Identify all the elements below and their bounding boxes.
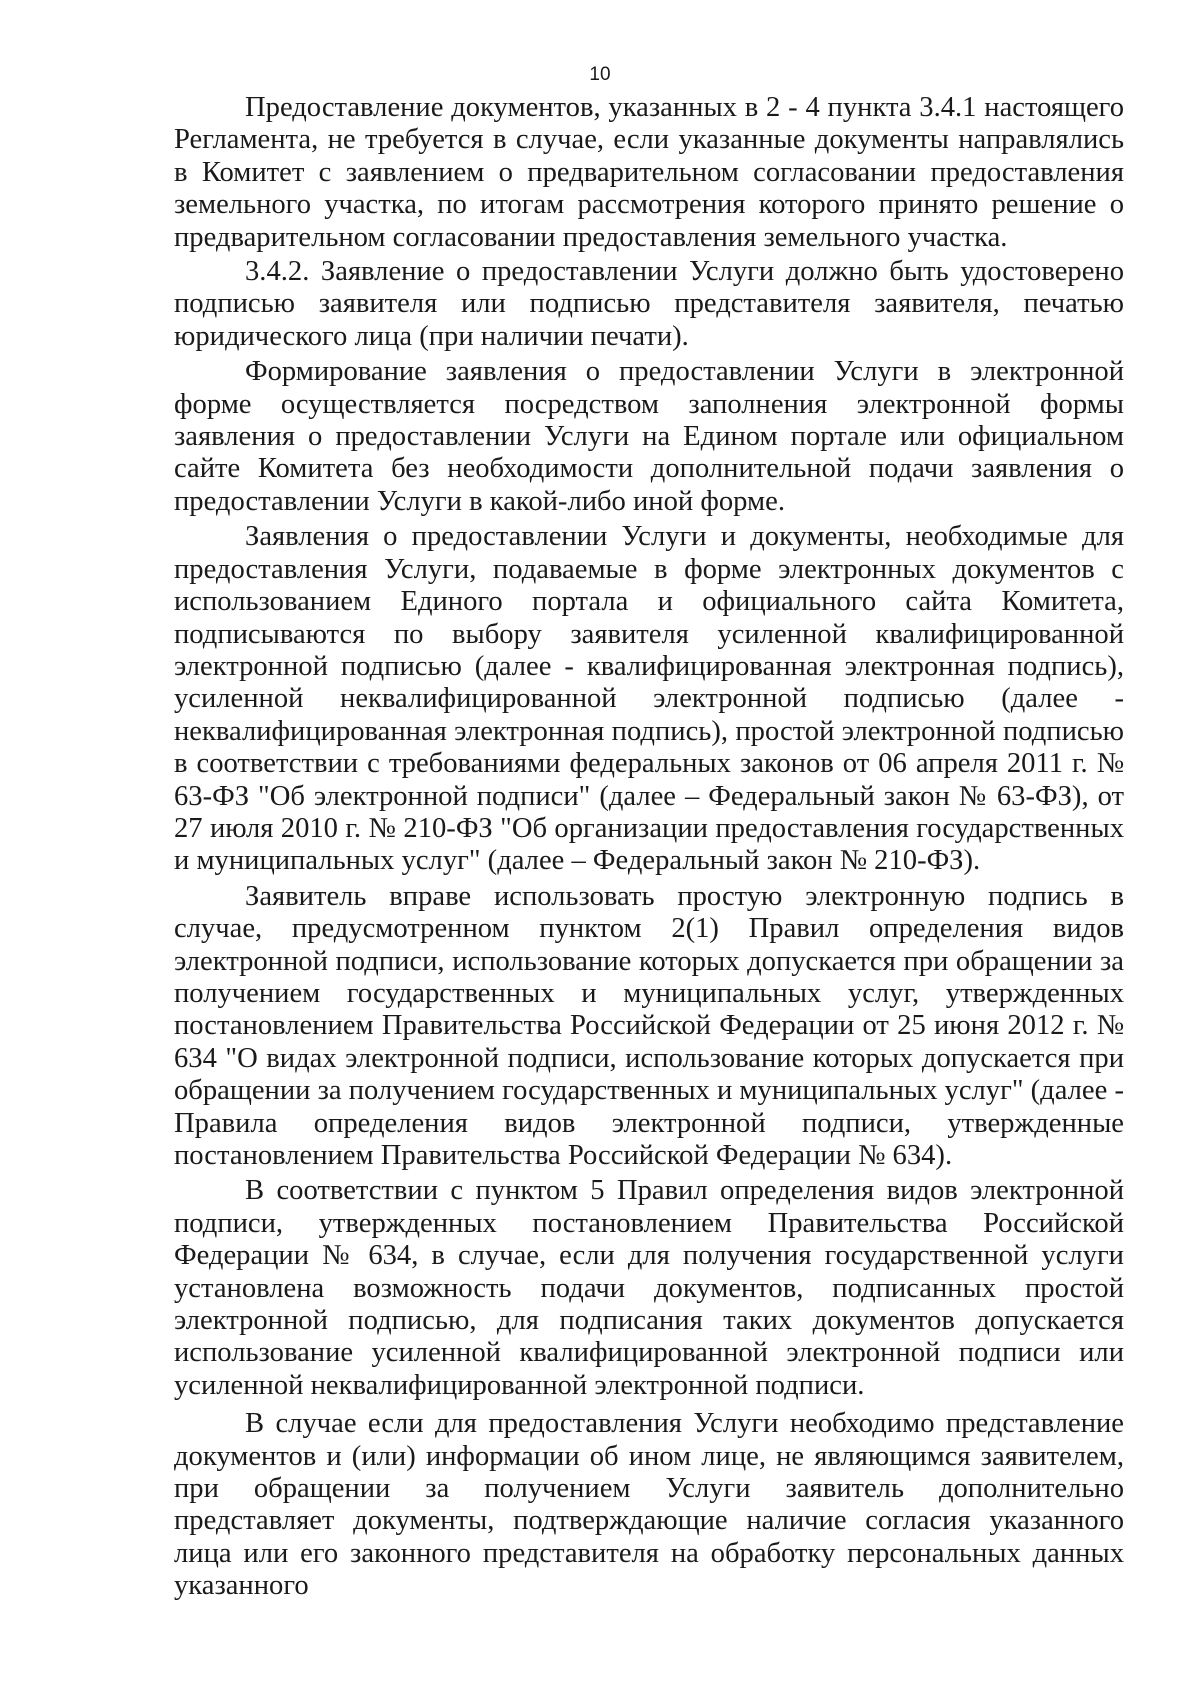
document-body [174, 92, 1124, 1603]
paragraph-documents-not-required: Предоставление документов, указанных в 2 - 4 пункта 3.4.1 настоящего Регламента, не требуется в случае, если указанные документы направлялись в Комитет с заявлением о предварительном согласовании предоставления земельного участка, по итогам рассмотрения которого принято решение о предварительном согласовании предоставления земельного участка. [174, 92, 1124, 253]
paragraph-simple-signature: Заявитель вправе использовать простую электронную подпись в случае, предусмотренном пунктом 2(1) Правил определения видов электронной подписи, использование которых допускается при обращении за получением государственных и муниципальных услуг, утвержденных постановлением Правительства Российской Федерации от 25 июня 2012 г. № 634 "О видах электронной подписи, использование которых допускается при обращении за получением государственных и муниципальных услуг" (далее - Правила определения видов электронной подписи, утвержденные постановлением Правительства Российской Федерации № 634). [174, 880, 1124, 1171]
page-number: 10 [589, 64, 611, 85]
paragraph-3-4-2-signature: 3.4.2. Заявление о предоставлении Услуги должно быть удостоверено подписью заявителя или подписью представителя заявителя, печатью юридического лица (при наличии печати). [174, 256, 1124, 352]
paragraph-electronic-signatures: Заявления о предоставлении Услуги и документы, необходимые для предоставления Услуги, подаваемые в форме электронных документов с использованием Единого портала и официального сайта Комитета, подписываются по выбору заявителя усиленной квалифицированной электронной подписью (далее - квалифицированная электронная подпись), усиленной неквалифицированной электронной подписью (далее - неквалифицированная электронная подпись), простой электронной подписью в соответствии с требованиями федеральных законов от 06 апреля 2011 г. № 63-ФЗ "Об электронной подписи" (далее – Федеральный закон № 63-ФЗ), от 27 июля 2010 г. № 210-ФЗ "Об организации предоставления государственных и муниципальных услуг" (далее – Федеральный закон № 210-ФЗ). [174, 521, 1124, 877]
paragraph-rule-5: В соответствии с пунктом 5 Правил определения видов электронной подписи, утвержденных постановлением Правительства Российской Федерации № 634, в случае, если для получения государственной услуги установлена возможность подачи документов, подписанных простой электронной подписью, для подписания таких документов допускается использование усиленной квалифицированной электронной подписи или усиленной неквалифицированной электронной подписи. [174, 1175, 1124, 1401]
paragraph-other-person-consent: В случае если для предоставления Услуги необходимо представление документов и (или) информации об ином лице, не являющимся заявителем, при обращении за получением Услуги заявитель дополнительно представляет документы, подтверждающие наличие согласия указанного лица или его законного представителя на обработку персональных данных указанного [174, 1408, 1124, 1602]
paragraph-electronic-form: Формирование заявления о предоставлении Услуги в электронной форме осуществляется посредством заполнения электронной формы заявления о предоставлении Услуги на Едином портале или официальном сайте Комитета без необходимости дополнительной подачи заявления о предоставлении Услуги в какой-либо иной форме. [174, 356, 1124, 517]
